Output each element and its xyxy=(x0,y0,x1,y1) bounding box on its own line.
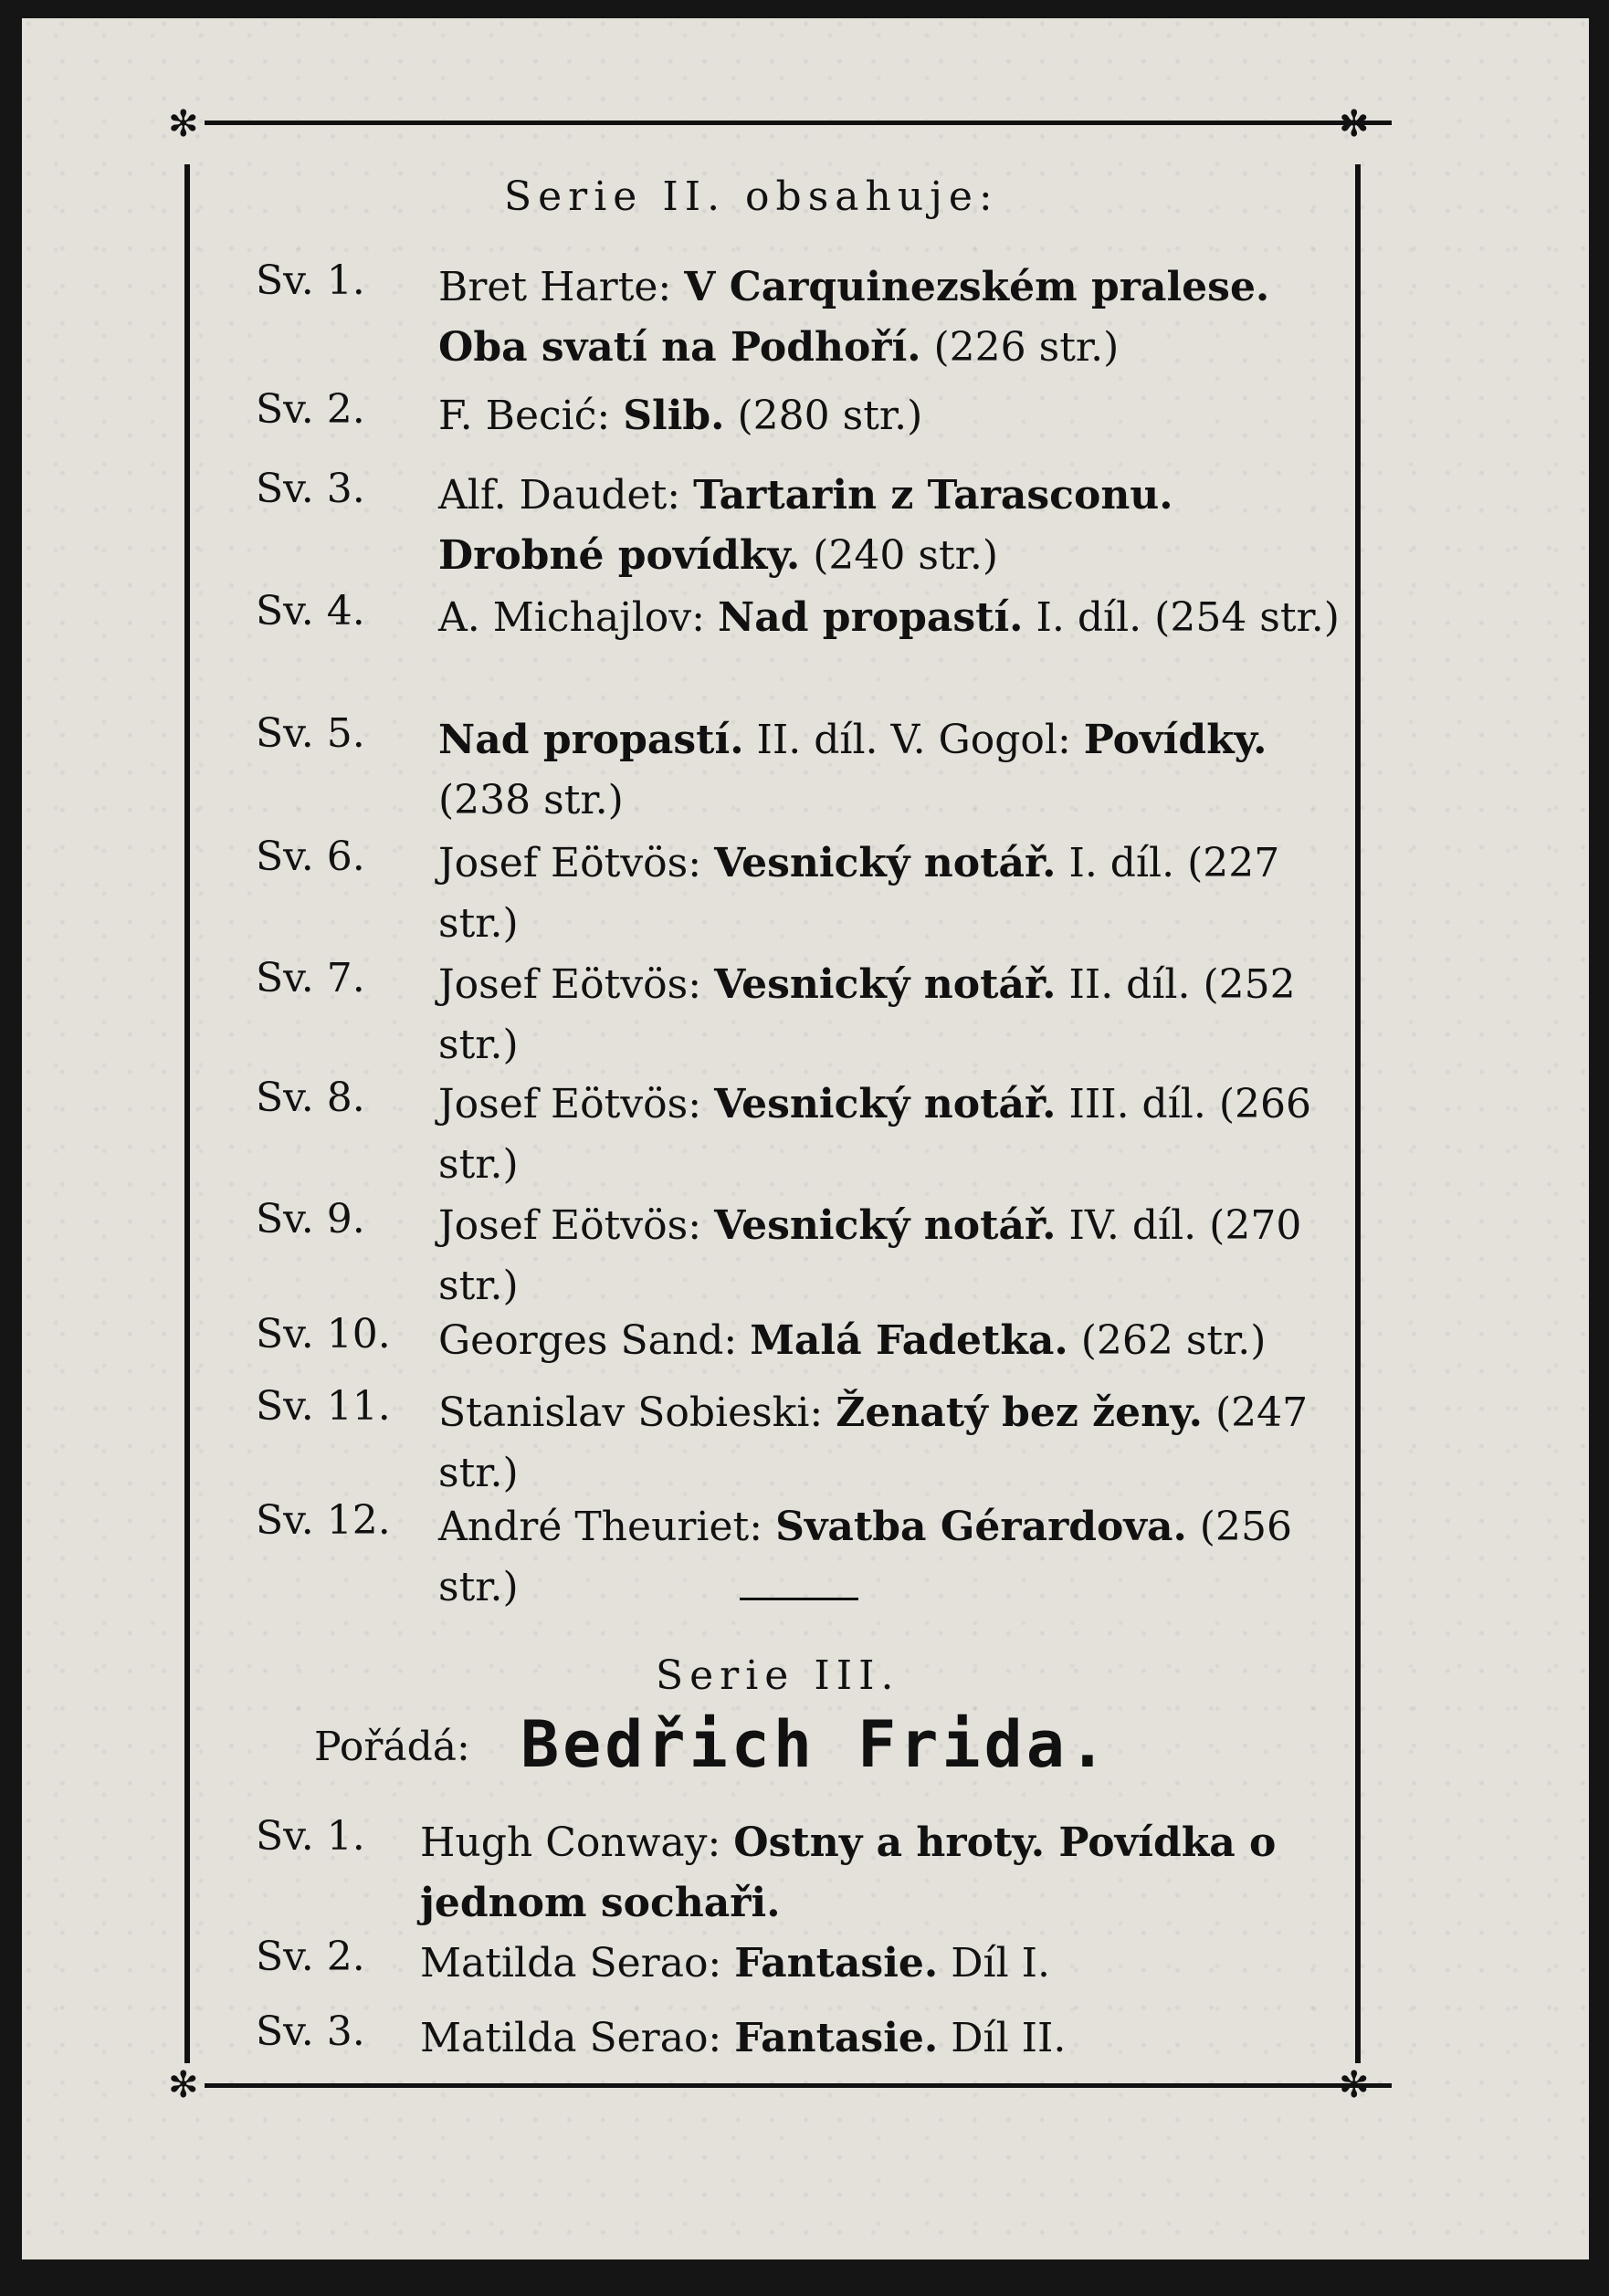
editor-label: Pořádá: xyxy=(314,1724,470,1770)
author: A. Michajlov: xyxy=(438,594,705,641)
book-title: Ostny a hroty. Povídka o jednom sochaři. xyxy=(420,1819,1277,1926)
volume-number: Sv. 2. xyxy=(256,386,365,433)
book-title-2: Povídky. xyxy=(1083,717,1267,763)
book-title: Vesnický notář. xyxy=(714,1202,1057,1249)
editor-name: Bedřich Frida. xyxy=(521,1707,1111,1782)
page-count: (280 str.) xyxy=(737,393,923,439)
author: Josef Eötvös: xyxy=(438,1081,702,1127)
volume-number: Sv. 9. xyxy=(256,1196,365,1242)
book-page xyxy=(22,18,1589,2259)
frame-right-rule xyxy=(1355,164,1361,2063)
volume-part: II. díl. V. Gogol: xyxy=(756,717,1071,763)
frame-left-rule xyxy=(184,164,190,2063)
volume-part: I. díl. xyxy=(1036,594,1142,641)
book-title: Malá Fadetka. xyxy=(750,1317,1068,1364)
volume-number: Sv. 12. xyxy=(256,1497,391,1544)
book-title: Vesnický notář. xyxy=(714,961,1057,1008)
book-title: Nad propastí. xyxy=(438,717,744,763)
author: Alf. Daudet: xyxy=(438,472,681,519)
author: Bret Harte: xyxy=(438,264,672,310)
page-count: (256 str.) xyxy=(438,1504,1292,1610)
volume-number: Sv. 10. xyxy=(256,1311,391,1358)
volume-number: Sv. 6. xyxy=(256,833,365,880)
volume-part: III. díl. xyxy=(1068,1081,1206,1127)
volume-number: Sv. 4. xyxy=(256,588,365,634)
author: Georges Sand: xyxy=(438,1317,738,1364)
author: F. Becić: xyxy=(438,393,611,439)
volume-part: IV. díl. xyxy=(1068,1202,1197,1249)
book-title: Nad propastí. xyxy=(717,594,1024,641)
page-count: (252 str.) xyxy=(438,961,1296,1068)
volume-number: Sv. 2. xyxy=(256,1934,365,1980)
page-count: (227 str.) xyxy=(438,840,1280,947)
volume-number: Sv. 1. xyxy=(256,1813,365,1860)
volume-number: Sv. 7. xyxy=(256,955,365,1001)
book-title: Svatba Gérardova. xyxy=(775,1504,1187,1550)
serie3-heading: Serie III. xyxy=(656,1652,900,1699)
page-count: (254 str.) xyxy=(1154,594,1340,641)
book-title: Fantasie. xyxy=(734,1940,939,1987)
corner-ornament-icon: ✻ xyxy=(168,2064,199,2106)
page-count: (226 str.) xyxy=(933,324,1120,371)
page-count: (270 str.) xyxy=(438,1202,1302,1309)
author: André Theuriet: xyxy=(438,1504,763,1550)
page-count: (262 str.) xyxy=(1080,1317,1267,1364)
frame-bottom-rule xyxy=(205,2083,1392,2088)
volume-number: Sv. 1. xyxy=(256,257,365,304)
author: Josef Eötvös: xyxy=(438,840,702,886)
author: Matilda Serao: xyxy=(420,1940,722,1987)
volume-part: I. díl. xyxy=(1068,840,1175,886)
volume-number: Sv. 8. xyxy=(256,1075,365,1121)
corner-ornament-icon: ✻ xyxy=(1339,103,1370,145)
book-title: Vesnický notář. xyxy=(714,1081,1057,1127)
section-divider xyxy=(740,1598,858,1600)
page-count: (240 str.) xyxy=(813,532,998,579)
book-title: Fantasie. xyxy=(734,2015,939,2061)
page-count: (247 str.) xyxy=(438,1389,1309,1496)
author: Stanislav Sobieski: xyxy=(438,1389,824,1436)
volume-number: Sv. 11. xyxy=(256,1383,391,1430)
book-title: Slib. xyxy=(623,393,725,439)
author: Josef Eötvös: xyxy=(438,1202,702,1249)
volume-part: Díl II. xyxy=(951,2015,1067,2061)
serie2-heading: Serie II. obsahuje: xyxy=(504,173,999,220)
book-title: Vesnický notář. xyxy=(714,840,1057,886)
author: Hugh Conway: xyxy=(420,1819,721,1866)
volume-number: Sv. 3. xyxy=(256,466,365,512)
page-count: (238 str.) xyxy=(438,777,624,823)
author: Matilda Serao: xyxy=(420,2015,722,2061)
volume-part: II. díl. xyxy=(1068,961,1191,1008)
page-count: (266 str.) xyxy=(438,1081,1312,1188)
frame-top-rule xyxy=(205,121,1392,125)
volume-number: Sv. 5. xyxy=(256,710,365,757)
book-title: Ženatý bez ženy. xyxy=(836,1389,1203,1436)
corner-ornament-icon: ✻ xyxy=(1339,2064,1370,2106)
book-title: V Carquinezském pralese. Oba svatí na Podhoří. xyxy=(438,264,1270,371)
book-title: Tartarin z Tarasconu. Drobné povídky. xyxy=(438,472,1173,579)
corner-ornament-icon: ✻ xyxy=(168,103,199,145)
author: Josef Eötvös: xyxy=(438,961,702,1008)
volume-part: Díl I. xyxy=(951,1940,1051,1987)
volume-number: Sv. 3. xyxy=(256,2008,365,2055)
